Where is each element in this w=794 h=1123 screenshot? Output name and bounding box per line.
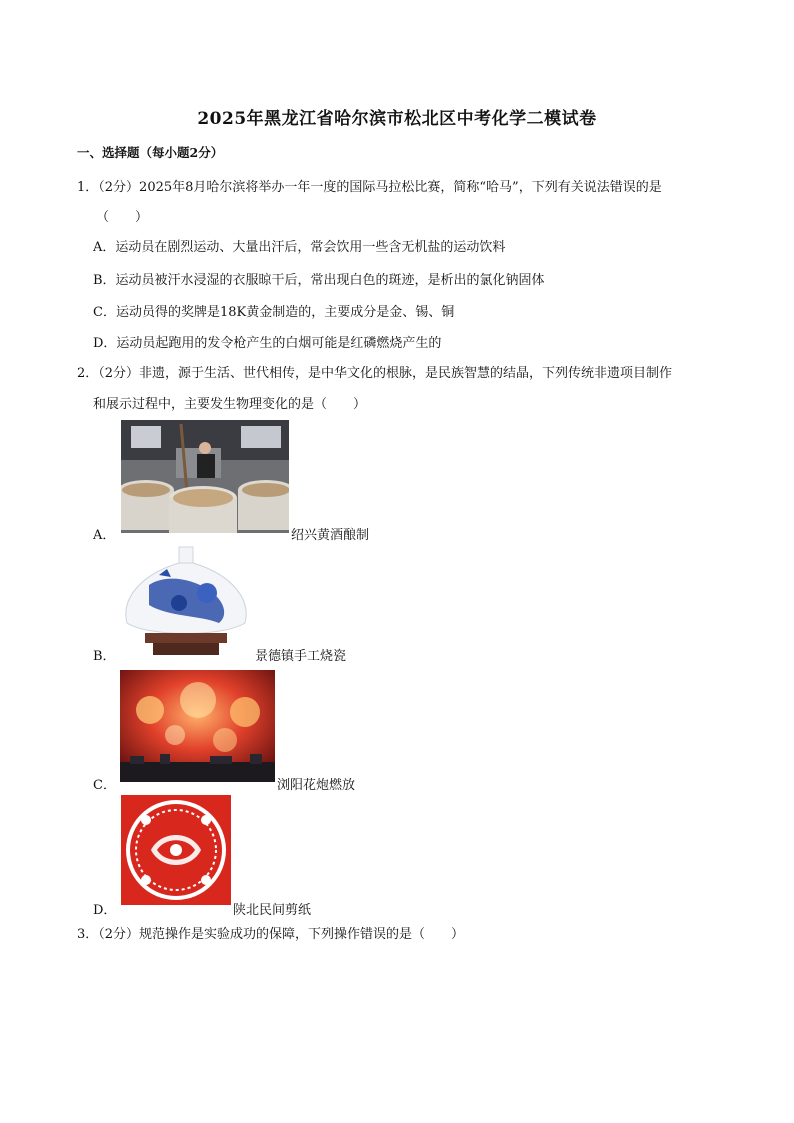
question-2-option-c-letter: C． [93,778,116,793]
section-heading: 一、选择题（每小题2分） [77,145,224,160]
question-1-bracket: （ ） [96,210,149,225]
question-2-option-a-caption: 绍兴黄酒酿制 [291,528,370,543]
question-2-option-a-letter: A． [93,528,116,543]
question-1-stem: 1．（2分）2025年8月哈尔滨将举办一年一度的国际马拉松比赛，简称“哈马”，下列有关说法错误的是 [77,180,662,195]
question-2-option-b-letter: B． [93,649,116,664]
question-1-option-d: D．运动员起跑用的发令枪产生的白烟可能是红磷燃烧产生的 [93,336,442,351]
porcelain-vase-photo [119,545,253,655]
question-2-stem: 2．（2分）非遗，源于生活、世代相传，是中华文化的根脉，是民族智慧的结晶，下列传统非遗项目制作 [77,366,673,381]
question-1-option-c: C．运动员得的奖牌是18K黄金制造的，主要成分是金、锡、铜 [93,305,455,320]
question-1-option-a: A．运动员在剧烈运动、大量出汗后，常会饮用一些含无机盐的运动饮料 [93,240,506,255]
question-3-stem: 3．（2分）规范操作是实验成功的保障，下列操作错误的是（ ） [77,927,465,942]
wine-brewing-photo [121,420,289,533]
question-2-option-b-caption: 景德镇手工烧瓷 [255,649,347,664]
paper-cut-photo [121,795,231,905]
question-2-stem-cont: 和展示过程中，主要发生物理变化的是（ ） [93,397,367,412]
page-title: 2025年黑龙江省哈尔滨市松北区中考化学二模试卷 [197,109,597,129]
question-1-option-b: B．运动员被汗水浸湿的衣服晾干后，常出现白色的斑迹，是析出的氯化钠固体 [93,273,545,288]
question-2-option-d-letter: D． [93,903,117,918]
question-2-option-d-caption: 陕北民间剪纸 [233,903,312,918]
fireworks-photo [120,670,275,782]
question-2-option-c-caption: 浏阳花炮燃放 [277,778,356,793]
